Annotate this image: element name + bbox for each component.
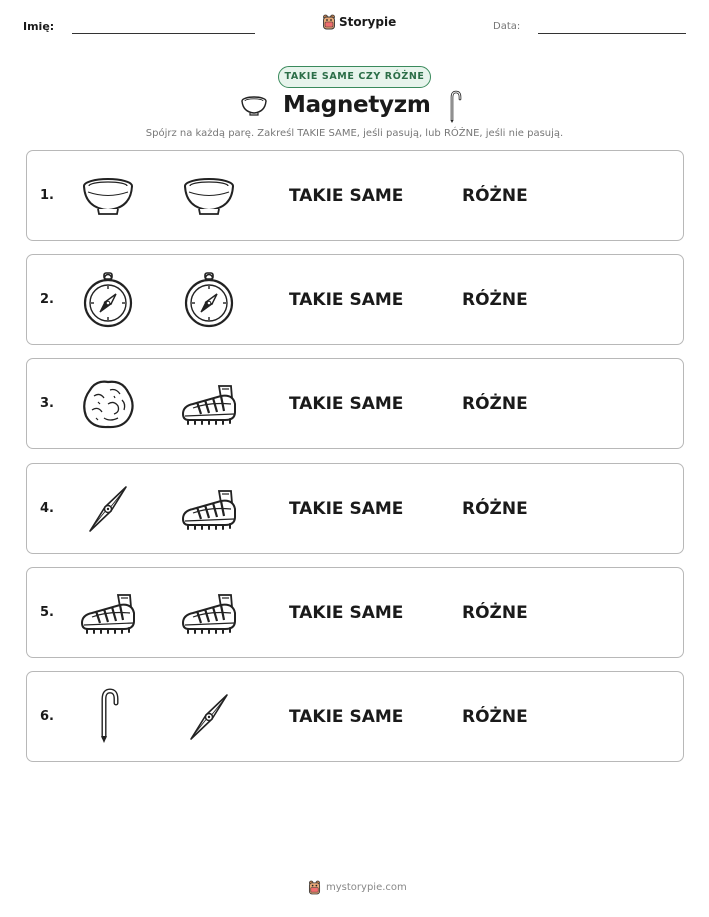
option-different[interactable]: RÓŻNE bbox=[462, 290, 528, 310]
row-number: 1. bbox=[40, 188, 54, 203]
option-same[interactable]: TAKIE SAME bbox=[289, 499, 404, 519]
brand-name: Storypie bbox=[339, 15, 397, 29]
sandal-icon bbox=[78, 583, 138, 643]
worksheet-type-badge: TAKIE SAME CZY RÓŻNE bbox=[278, 66, 431, 88]
sandal-icon bbox=[179, 583, 239, 643]
storypie-mascot-icon bbox=[308, 880, 321, 895]
cane-icon bbox=[448, 90, 462, 128]
exercise-row bbox=[26, 254, 684, 345]
bowl-icon bbox=[240, 95, 268, 121]
compass-icon bbox=[78, 270, 138, 330]
exercise-row bbox=[26, 358, 684, 449]
option-same[interactable]: TAKIE SAME bbox=[289, 707, 404, 727]
compass-needle-icon bbox=[179, 687, 239, 747]
sandal-icon bbox=[179, 479, 239, 539]
brand-logo bbox=[322, 14, 396, 30]
exercise-row bbox=[26, 671, 684, 762]
bowl-icon bbox=[179, 166, 239, 226]
option-different[interactable]: RÓŻNE bbox=[462, 707, 528, 727]
compass-needle-icon bbox=[78, 479, 138, 539]
exercise-row bbox=[26, 463, 684, 554]
exercise-row bbox=[26, 567, 684, 658]
date-label: Data: bbox=[493, 21, 521, 32]
cane-icon bbox=[78, 687, 138, 747]
page-title: Magnetyzm bbox=[283, 92, 431, 118]
option-same[interactable]: TAKIE SAME bbox=[289, 394, 404, 414]
row-number: 4. bbox=[40, 501, 54, 516]
footer-url[interactable]: mystorypie.com bbox=[326, 882, 407, 893]
name-label: Imię: bbox=[23, 20, 55, 33]
rock-icon bbox=[78, 374, 138, 434]
bowl-icon bbox=[78, 166, 138, 226]
date-field[interactable] bbox=[538, 33, 686, 34]
option-same[interactable]: TAKIE SAME bbox=[289, 290, 404, 310]
option-different[interactable]: RÓŻNE bbox=[462, 499, 528, 519]
row-number: 2. bbox=[40, 292, 54, 307]
option-different[interactable]: RÓŻNE bbox=[462, 186, 528, 206]
storypie-mascot-icon bbox=[322, 14, 336, 30]
sandal-icon bbox=[179, 374, 239, 434]
instructions: Spójrz na każdą parę. Zakreśl TAKIE SAME, jeśli pasują, lub RÓŻNE, jeśli nie pasują. bbox=[145, 128, 564, 139]
option-different[interactable]: RÓŻNE bbox=[462, 394, 528, 414]
row-number: 3. bbox=[40, 396, 54, 411]
name-field[interactable] bbox=[72, 33, 255, 34]
option-same[interactable]: TAKIE SAME bbox=[289, 186, 404, 206]
option-different[interactable]: RÓŻNE bbox=[462, 603, 528, 623]
compass-icon bbox=[179, 270, 239, 330]
footer bbox=[308, 880, 407, 895]
exercise-row bbox=[26, 150, 684, 241]
row-number: 5. bbox=[40, 605, 54, 620]
option-same[interactable]: TAKIE SAME bbox=[289, 603, 404, 623]
row-number: 6. bbox=[40, 709, 54, 724]
